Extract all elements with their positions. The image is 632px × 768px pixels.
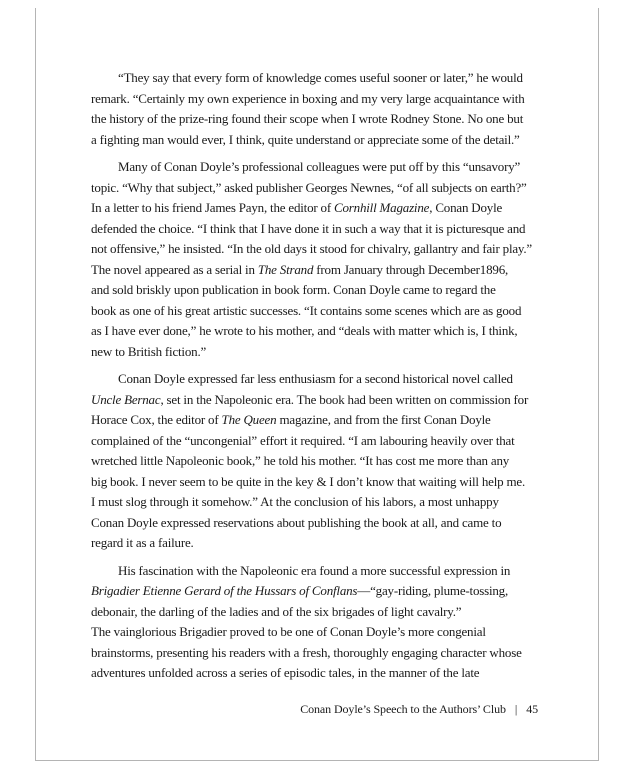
text-segment: not offensive,” he insisted. “In the old days it stood for chivalry, gallantry and fair play.” <box>91 241 533 256</box>
text-line <box>91 581 553 602</box>
text-segment: regard it as a failure. <box>91 535 194 550</box>
text-segment: I must slog through it somehow.” At the conclusion of his labors, a most unhappy <box>91 494 499 509</box>
text-line <box>91 431 553 452</box>
text-line <box>91 109 553 130</box>
text-line <box>91 198 553 219</box>
italic-text-segment: The Queen <box>221 412 277 427</box>
text-line <box>91 369 553 390</box>
text-line <box>91 342 553 363</box>
text-segment: book as one of his great artistic successes. “It contains some scenes which are as good <box>91 302 522 318</box>
text-line <box>91 533 553 554</box>
text-line <box>91 602 553 623</box>
text-segment: Many of Conan Doyle’s professional colleagues were put off by this “unsavory” <box>118 159 521 174</box>
text-segment: a fighting man would ever, I think, quite understand or appreciate some of the detail.” <box>91 131 520 147</box>
text-segment: defended the choice. “I think that I have done it in such a way that it is picturesque and <box>91 220 526 236</box>
italic-text-segment: Cornhill Magazine <box>334 200 430 215</box>
text-line <box>91 219 553 240</box>
body-text <box>91 68 553 691</box>
text-line <box>91 301 553 322</box>
text-line <box>91 513 553 534</box>
text-segment: —“gay-riding, plume-tossing, <box>357 583 509 598</box>
text-segment: magazine, and from the first Conan Doyle <box>276 412 491 427</box>
text-line <box>91 239 553 260</box>
text-line <box>91 410 553 431</box>
text-line <box>91 89 553 110</box>
text-line <box>91 622 553 643</box>
italic-text-segment: Uncle Bernac <box>91 391 161 407</box>
text-segment: from January through December1896, <box>313 261 509 277</box>
text-line <box>91 321 553 342</box>
text-line <box>91 390 553 411</box>
text-line <box>91 643 553 664</box>
page-footer <box>91 702 538 717</box>
italic-text-segment: The Strand <box>257 261 314 277</box>
page-number: 45 <box>526 702 538 716</box>
text-segment: topic. “Why that subject,” asked publisher Georges Newnes, “of all subjects on earth?” <box>91 179 527 195</box>
text-line <box>91 178 553 199</box>
text-line <box>91 451 553 472</box>
text-segment: big book. I never seem to be quite in the key & I don’t know that waiting will help me. <box>91 473 526 489</box>
text-segment: , Conan Doyle <box>429 200 503 215</box>
text-line <box>91 260 553 281</box>
text-segment: In a letter to his friend James Payn, the editor of <box>91 200 335 215</box>
text-segment: debonair, the darling of the ladies and of the six brigades of light cavalry.” <box>91 603 462 619</box>
text-line <box>91 157 553 178</box>
text-line <box>91 663 553 684</box>
italic-text-segment: Brigadier Etienne Gerard of the Hussars of Conflans <box>91 583 358 598</box>
paragraph <box>91 561 553 684</box>
text-line <box>91 472 553 493</box>
text-line <box>91 130 553 151</box>
text-segment: The vainglorious Brigadier proved to be one of Conan Doyle’s more congenial <box>91 624 486 639</box>
text-segment: His fascination with the Napoleonic era found a more successful expression in <box>118 562 511 578</box>
text-segment: , set in the Napoleonic era. The book had been written on commission for <box>160 391 529 407</box>
text-segment: Horace Cox, the editor of <box>91 412 222 427</box>
text-segment: as I have ever done,” he wrote to his mother, and “deals with matter which is, I think, <box>91 323 518 338</box>
book-page <box>35 8 599 761</box>
text-segment: Conan Doyle expressed far less enthusiasm for a second historical novel called <box>118 371 513 386</box>
running-head-title: Conan Doyle’s Speech to the Authors’ Club <box>300 702 506 716</box>
text-line <box>91 561 553 582</box>
text-segment: The novel appeared as a serial in <box>91 261 258 277</box>
text-segment: and sold briskly upon publication in book form. Conan Doyle came to regard the <box>91 282 496 297</box>
text-segment: complained of the “uncongenial” effort it required. “I am labouring heavily over that <box>91 432 515 448</box>
text-segment: the history of the prize-ring found their scope when I wrote Rodney Stone. No one but <box>91 111 524 126</box>
text-segment: “They say that every form of knowledge comes useful sooner or later,” he would <box>118 70 523 85</box>
text-segment: new to British fiction.” <box>91 343 207 359</box>
paragraph <box>91 369 553 554</box>
text-segment: brainstorms, presenting his readers with a fresh, thoroughly engaging character whose <box>91 644 522 660</box>
text-line <box>91 68 553 89</box>
paragraph <box>91 68 553 150</box>
paragraph <box>91 157 553 362</box>
text-line <box>91 492 553 513</box>
text-line <box>91 280 553 301</box>
footer-separator: | <box>514 702 518 716</box>
text-segment: remark. “Certainly my own experience in boxing and my very large acquaintance with <box>91 90 525 106</box>
text-segment: wretched little Napoleonic book,” he told his mother. “It has cost me more than any <box>91 453 510 468</box>
text-segment: adventures unfolded across a series of episodic tales, in the manner of the late <box>91 665 480 680</box>
text-segment: Conan Doyle expressed reservations about publishing the book at all, and came to <box>91 514 502 530</box>
